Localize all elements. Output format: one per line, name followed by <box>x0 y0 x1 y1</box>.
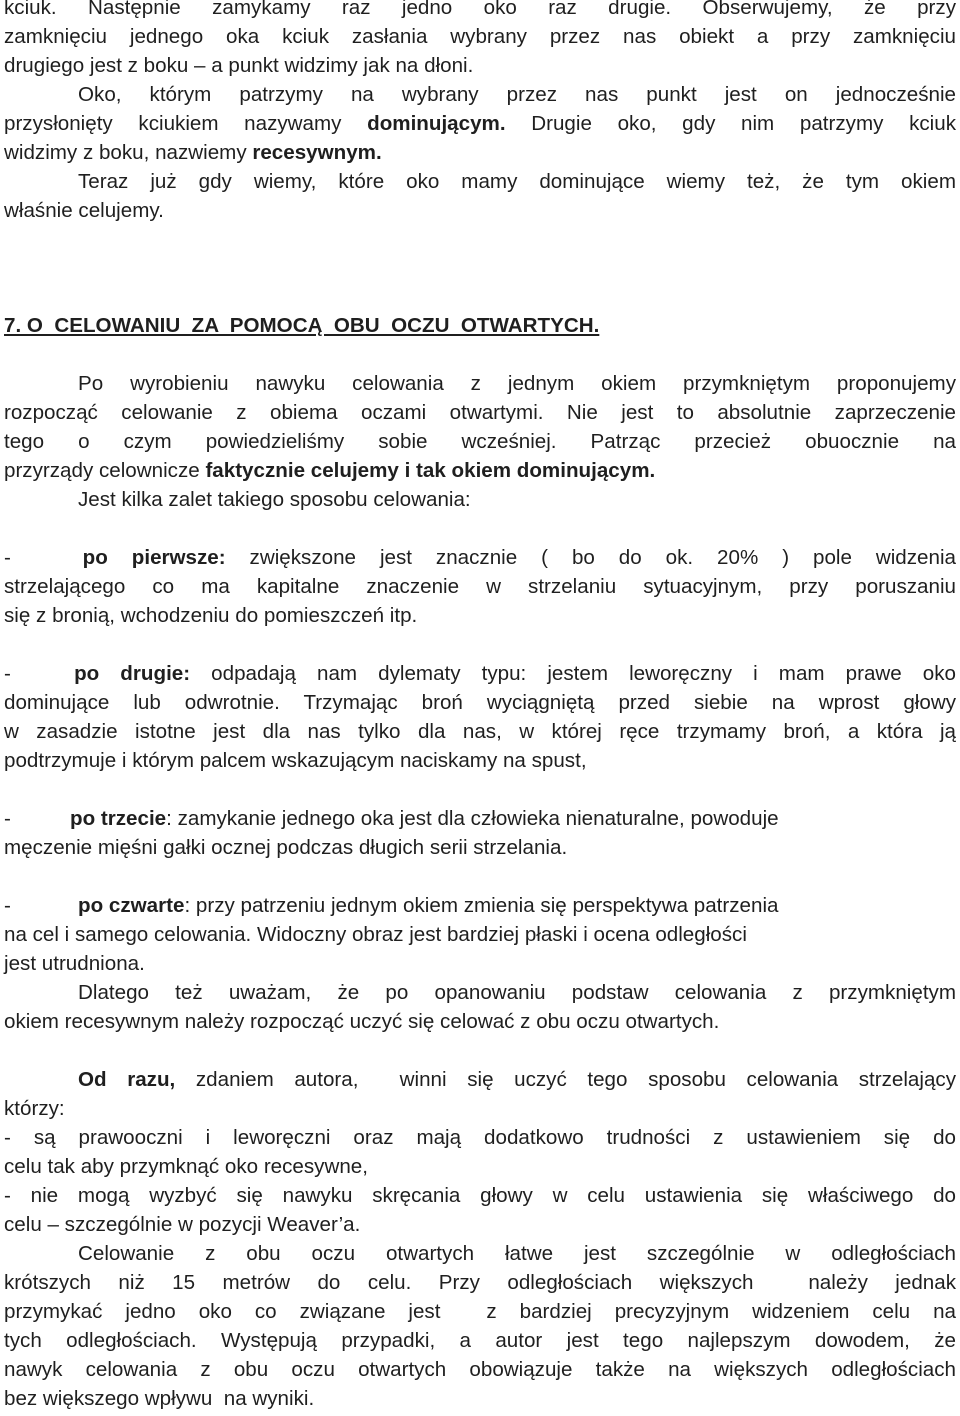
list-item: - po pierwsze: zwiększone jest znacznie ( bo do ok. 20% ) pole widzenia <box>4 546 956 569</box>
text-line: Teraz już gdy wiemy, które oko mamy dominujące wiemy też, że tym okiem <box>78 170 956 193</box>
text-line: strzelającego co ma kapitalne znaczenie w strzelaniu sytuacyjnym, przy poruszaniu <box>4 575 956 598</box>
text-line: Od razu, zdaniem autora, winni się uczyć tego sposobu celowania strzelający <box>78 1068 957 1091</box>
text-line: drugiego jest z boku – a punkt widzimy jak na dłoni. <box>4 54 474 77</box>
list-item: - po czwarte: przy patrzeniu jednym okiem zmienia się perspektywa patrzenia <box>4 891 956 920</box>
list-item-text: po trzecie: zamykanie jednego oka jest dla człowieka nienaturalne, powoduje <box>70 807 779 830</box>
text-line: rozpocząć celowanie z obiema oczami otwartymi. Nie jest to absolutnie zaprzeczenie <box>4 401 956 424</box>
text-line: bez większego wpływu na wyniki. <box>4 1387 315 1410</box>
text-line: którzy: <box>4 1097 65 1120</box>
text-line: właśnie celujemy. <box>4 199 164 222</box>
text-line: celu tak aby przymknąć oko recesywne, <box>4 1155 368 1178</box>
text-line: się z bronią, wchodzeniu do pomieszczeń itp. <box>4 604 418 627</box>
text-line: Po wyrobieniu nawyku celowania z jednym okiem przymkniętym proponujemy <box>78 372 956 395</box>
text-line: celu – szczególnie w pozycji Weaver’a. <box>4 1213 361 1236</box>
text-line: dominujące lub odwrotnie. Trzymając broń wyciągniętą przed siebie na wprost głowy <box>4 691 956 714</box>
text-line: Jest kilka zalet takiego sposobu celowania: <box>78 488 471 511</box>
text-line: Celowanie z obu oczu otwartych łatwe jest szczególnie w odległościach <box>78 1242 956 1265</box>
text-line: przymykać jedno oko co związane jest z bardziej precyzyjnym widzeniem celu na <box>4 1300 956 1323</box>
text-line: Oko, którym patrzymy na wybrany przez nas punkt jest on jednocześnie <box>78 83 956 106</box>
text-line: na cel i samego celowania. Widoczny obraz jest bardziej płaski i ocena odległości <box>4 923 747 946</box>
text-line: w zasadzie istotne jest dla nas tylko dla nas, w której ręce trzymamy broń, a która ją <box>4 720 956 743</box>
list-item-text: po czwarte: przy patrzeniu jednym okiem zmienia się perspektywa patrzenia <box>78 894 779 917</box>
section-heading: 7. O CELOWANIU ZA POMOCĄ OBU OCZU OTWARTYCH. <box>4 314 600 337</box>
text-line: jest utrudniona. <box>4 952 145 975</box>
text-line: Dlatego też uważam, że po opanowaniu podstaw celowania z przymkniętym <box>78 981 956 1004</box>
text-line: tych odległościach. Występują przypadki, a autor jest tego najlepszym dowodem, że <box>4 1329 956 1352</box>
text-line: krótszych niż 15 metrów do celu. Przy odległościach większych należy jednak <box>4 1271 956 1294</box>
text-line: męczenie mięśni gałki ocznej podczas długich serii strzelania. <box>4 836 568 859</box>
text-line: tego o czym powiedzieliśmy sobie wcześniej. Patrząc przecież obuocznie na <box>4 430 956 453</box>
text-line: kciuk. Następnie zamykamy raz jedno oko raz drugie. Obserwujemy, że przy <box>4 0 956 19</box>
text-line: przysłonięty kciukiem nazywamy dominującym. Drugie oko, gdy nim patrzymy kciuk <box>4 112 956 135</box>
text-line: okiem recesywnym należy rozpocząć uczyć się celować z obu oczu otwartych. <box>4 1010 720 1033</box>
text-line: podtrzymuje i którym palcem wskazującym naciskamy na spust, <box>4 749 587 772</box>
list-item: - są prawooczni i leworęczni oraz mają dodatkowo trudności z ustawieniem się do <box>4 1126 956 1149</box>
text-line: przyrządy celownicze faktycznie celujemy i tak okiem dominującym. <box>4 459 656 482</box>
list-item: - nie mogą wyzbyć się nawyku skręcania głowy w celu ustawienia się właściwego do <box>4 1184 956 1207</box>
text-line: widzimy z boku, nazwiemy recesywnym. <box>4 141 382 164</box>
text-line: nawyk celowania z obu oczu otwartych obowiązuje także na większych odległościach <box>4 1358 956 1381</box>
list-item: - po trzecie: zamykanie jednego oka jest dla człowieka nienaturalne, powoduje <box>4 804 956 833</box>
text-line: zamknięciu jednego oka kciuk zasłania wybrany przez nas obiekt a przy zamknięciu <box>4 25 956 48</box>
list-item: - po drugie: odpadają nam dylematy typu: jestem leworęczny i mam prawe oko <box>4 662 956 685</box>
